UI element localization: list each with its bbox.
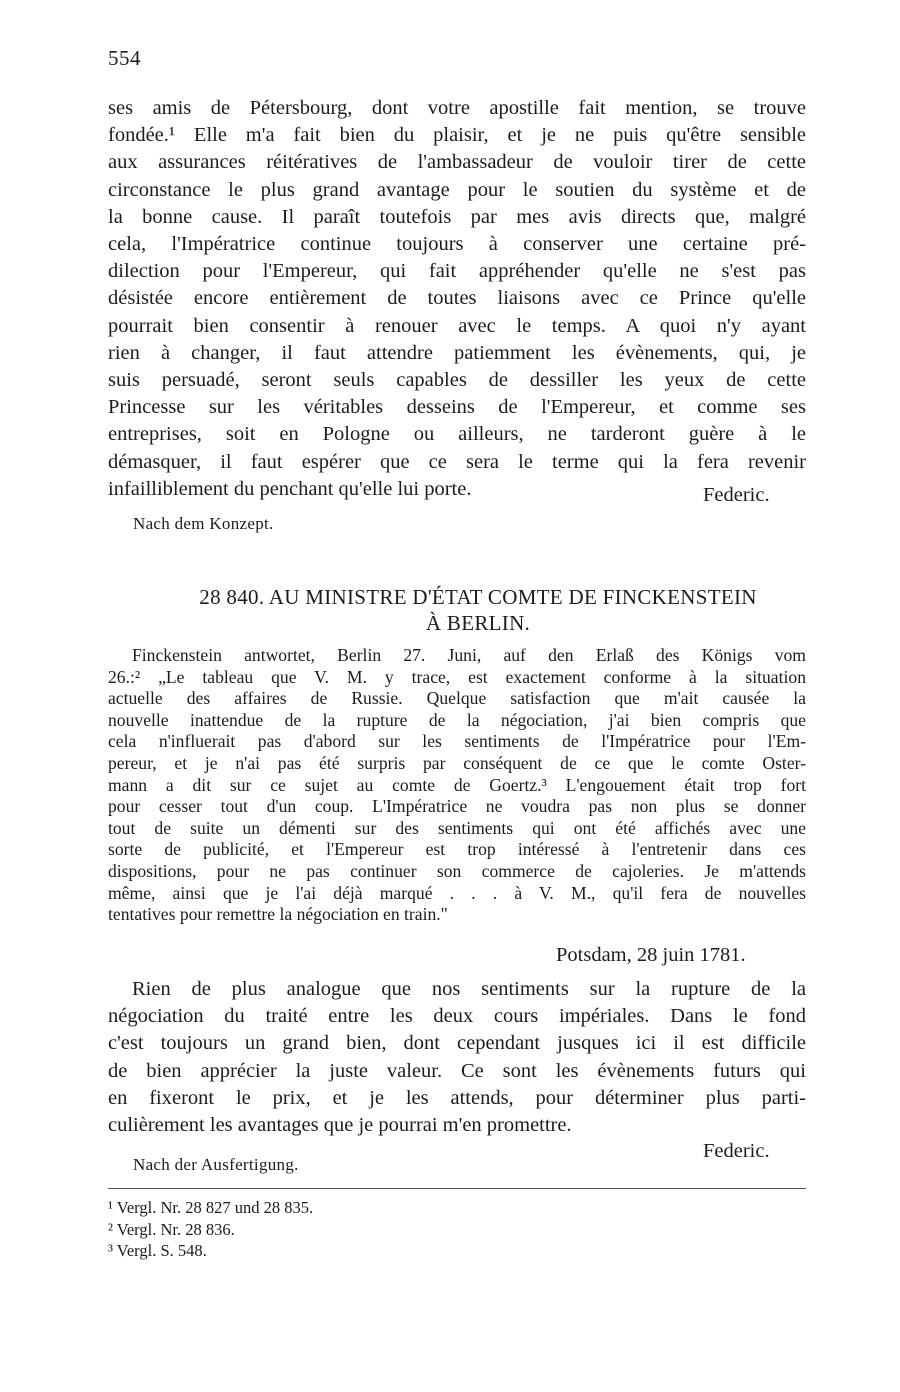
letter-heading-line2: À BERLIN. [425, 611, 531, 635]
summary-line: sorte de publicité, et l'Empereur est trop intéressé à l'entretenir dans ces [108, 839, 806, 860]
summary-line: pour cesser tout d'un coup. L'Impératrice ne voudra pas non plus se donner [108, 796, 806, 817]
text-line: suis persuadé, seront seuls capables de dessiller les yeux de cette [108, 369, 806, 392]
letter-heading-line1: 28 840. AU MINISTRE D'ÉTAT COMTE DE FINCKENSTEIN [199, 585, 757, 609]
text-line: la bonne cause. Il paraît toutefois par mes avis directs que, malgré [108, 205, 806, 228]
footnote: ¹ Vergl. Nr. 28 827 und 28 835. [108, 1198, 314, 1217]
continuation-text [108, 95, 806, 503]
text-line: dilection pour l'Empereur, qui fait appréhender qu'elle ne s'est pas [108, 260, 806, 283]
letter-line: culièrement les avantages que je pourrai m'en promettre. [108, 1114, 572, 1137]
summary-line: cela n'influerait pas d'abord sur les sentiments de l'Impératrice pour l'Em- [108, 731, 806, 752]
source-note-original: Nach der Ausfertigung. [133, 1155, 299, 1174]
text-line: rien à changer, il faut attendre patiemment les évènements, qui, je [108, 341, 806, 364]
text-line: ses amis de Pétersbourg, dont votre apostille fait mention, se trouve [108, 97, 806, 119]
text-line: démasquer, il faut espérer que ce sera le terme qui la fera revenir [108, 450, 806, 473]
summary-line: tentatives pour remettre la négociation en train." [108, 904, 448, 925]
text-line: Princesse sur les véritables desseins de l'Empereur, et comme ses [108, 396, 806, 419]
summary-line: 26.:² „Le tableau que V. M. y trace, est exactement conforme à la situation [108, 666, 806, 687]
letter-line: c'est toujours un grand bien, dont cependant jusques ici il est difficile [108, 1032, 806, 1055]
letter-line: de bien apprécier la juste valeur. Ce sont les évènements futurs qui [108, 1059, 806, 1082]
letter-line: Rien de plus analogue que nos sentiments sur la rupture de la [132, 978, 806, 1000]
footnote: ² Vergl. Nr. 28 836. [108, 1219, 235, 1239]
summary-line: mann a dit sur ce sujet au comte de Goertz.³ L'engouement était trop fort [108, 774, 806, 795]
page-number: 554 [108, 46, 141, 70]
signature-first: Federic. [703, 484, 770, 506]
summary-line: pereur, et je n'ai pas été surpris par conséquent de ce que le comte Oster- [108, 752, 806, 773]
text-line: fondée.¹ Elle m'a fait bien du plaisir, et je ne puis qu'être sensible [108, 124, 806, 147]
summary-line: dispositions, pour ne pas continuer son commerce de cajoleries. Je m'attends [108, 860, 806, 881]
summary-line: nouvelle inattendue de la rupture de la négociation, j'ai bien compris que [108, 709, 806, 730]
summary-line: même, ainsi que je l'ai déjà marqué . . . à V. M., qu'il fera de nouvelles [108, 882, 806, 903]
letter-line: négociation du traité entre les deux cours impériales. Dans le fond [108, 1005, 806, 1028]
summary-line: Finckenstein antwortet, Berlin 27. Juni, auf den Erlaß des Königs vom [132, 645, 806, 665]
source-note-concept: Nach dem Konzept. [133, 514, 274, 533]
letter-line: en fixeront le prix, et je les attends, pour déterminer plus parti- [108, 1086, 806, 1109]
footnotes [108, 1197, 313, 1262]
text-line: désistée encore entièrement de toutes liaisons avec ce Prince qu'elle [108, 287, 806, 310]
text-line: infailliblement du penchant qu'elle lui porte. [108, 477, 472, 500]
text-line: circonstance le plus grand avantage pour le soutien du système et de [108, 178, 806, 201]
place-date: Potsdam, 28 juin 1781. [556, 944, 746, 966]
letter-heading [108, 584, 848, 636]
footnote-divider [108, 1188, 806, 1189]
letter-body [108, 976, 806, 1139]
text-line: aux assurances réitératives de l'ambassadeur de vouloir tirer de cette [108, 151, 806, 174]
signature-second: Federic. [703, 1140, 770, 1162]
summary-paragraph [108, 645, 806, 926]
summary-line: actuelle des affaires de Russie. Quelque satisfaction que m'ait causée la [108, 688, 806, 709]
text-line: pourrait bien consentir à renouer avec le temps. A quoi n'y ayant [108, 314, 806, 337]
text-line: cela, l'Impératrice continue toujours à conserver une certaine pré- [108, 233, 806, 256]
summary-line: tout de suite un démenti sur des sentiments qui ont été affichés avec une [108, 817, 806, 838]
text-line: entreprises, soit en Pologne ou ailleurs, ne tarderont guère à le [108, 423, 806, 446]
footnote: ³ Vergl. S. 548. [108, 1241, 207, 1260]
